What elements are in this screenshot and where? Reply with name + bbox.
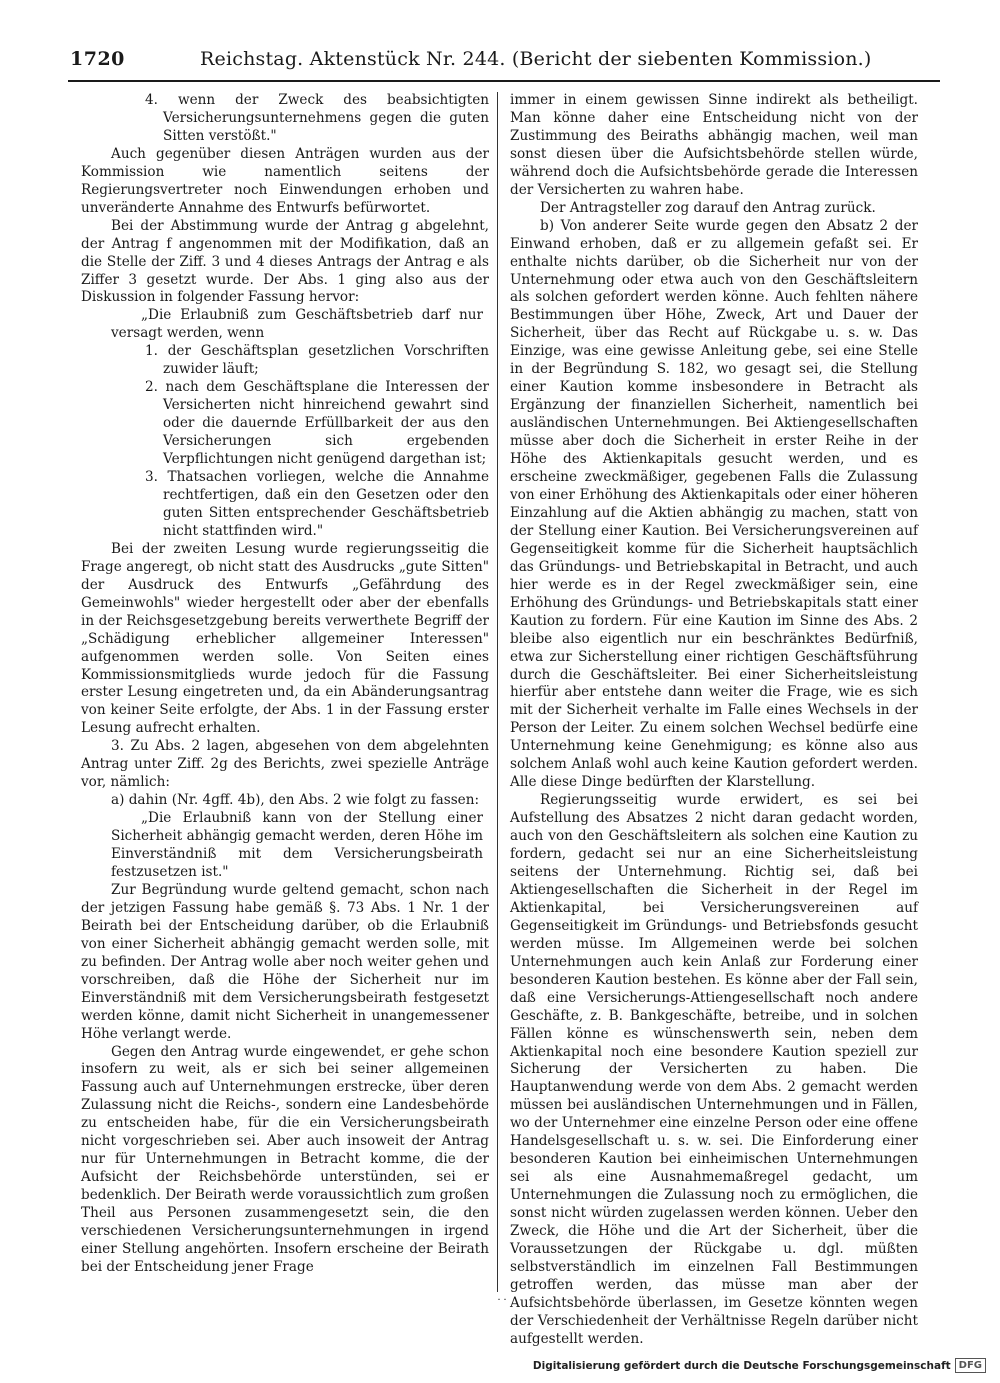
dfg-logo-icon: DFG bbox=[955, 1358, 986, 1373]
list-item: 2. nach dem Geschäftsplane die Interessen der Versicherten nicht hinreichend gewahrt sind oder die dauernde Erfüllbarkeit der aus den Versicherungen sich ergebenden Verpflichtungen nicht genügend dargethan ist; bbox=[145, 379, 489, 468]
paragraph: Regierungsseitig wurde erwidert, es sei bei Aufstellung des Absatzes 2 nicht daran gedacht worden, auch von den Geschäftsleitern als solchen eine Kaution zu fordern, gedacht sei nur an eine Sicherheitsleistung seitens der Unternehmung. Richtig sei, daß bei Aktiengesellschaften die Sicherheit in der Regel im Aktienkapital, bei Versicherungsvereinen auf Gegenseitigkeit im Gründungs- und Betriebsfonds gesucht werden müsse. Im Allgemeinen werde bei solchen Unternehmungen auch kein Anlaß zur Forderung einer besonderen Kaution bestehen. Es könne aber der Fall sein, daß eine Versicherungs-Attiengesellschaft noch andere Geschäfte, z. B. Bankgeschäfte, betreibe, und in solchen Fällen könne es wünschenswerth sein, neben dem Aktienkapital noch eine besondere Kaution speziell zur Sicherung der Versicherten zu haben. Die Hauptanwendung werde von dem Abs. 2 gemacht werden müssen bei ausländischen Unternehmungen und in Fällen, wo der Unternehmer eine einzelne Person oder eine offene Handelsgesellschaft u. s. w. sei. Die Einforderung einer besonderen Kaution bei einheimischen Unternehmungen sei als eine Ausnahmemaßregel gedacht, um Unternehmungen die Zulassung noch zu ermöglichen, die sonst nicht würden zugelassen werden können. Ueber den Zweck, die Höhe und die Art der Sicherheit, über die Voraussetzungen der Rückgabe u. dgl. müßten selbstverständlich im einzelnen Fall Bestimmungen getroffen werden, das müsse man aber der Aufsichtsbehörde überlassen, im Gesetze könnten wegen der Verschiedenheit der Verhältnisse Regeln darüber nicht aufgestellt werden. bbox=[510, 792, 918, 1347]
paragraph: Gegen den Antrag wurde eingewendet, er gehe schon insofern zu weit, als er sich bei seiner allgemeinen Fassung auch auf Unternehmungen erstrecke, über deren Zulassung nicht die Reichs-, sondern eine Landesbehörde zu entscheiden habe, für die ein Versicherungsbeirath nicht vorgeschrieben sei. Aber auch insoweit der Antrag nur für Unternehmungen in Betracht komme, die der Aufsicht der Reichsbehörde unterstünden, sei er bedenklich. Der Beirath werde voraussichtlich zum großen Theil aus Personen zusammengesetzt sein, die den verschiedenen Versicherungsunternehmungen in irgend einer Stellung angehörten. Insofern erscheine der Beirath bei der Entscheidung jener Frage bbox=[81, 1043, 489, 1275]
paragraph: immer in einem gewissen Sinne indirekt als betheiligt. Man könne daher eine Entscheidung nicht von der Zustimmung des Beiraths abhängig machen, weil man sonst diesen über die Aufsichtsbehörde stellen würde, während doch die Aufsichtsbehörde gerade die Interessen der Versicherten zu wahren habe. bbox=[510, 92, 918, 198]
right-column bbox=[510, 92, 918, 1347]
running-title: Reichstag. Aktenstück Nr. 244. (Bericht der siebenten Kommission.) bbox=[200, 48, 872, 70]
page-number: 1720 bbox=[70, 48, 125, 70]
footer bbox=[533, 1358, 986, 1373]
paragraph: Der Antragsteller zog darauf den Antrag zurück. bbox=[540, 199, 876, 216]
bottom-mark: ˙˙ bbox=[496, 1297, 508, 1311]
paragraph: b) Von anderer Seite wurde gegen den Absatz 2 der Einwand erhoben, daß er zu allgemein gefaßt sei. Er enthalte nichts darüber, ob die Sicherheit nur von der Unternehmung oder etwa auch von den Geschäftsleitern als solchen gefordert werden könne. Auch fehlten nähere Bestimmungen über Höhe, Zweck, Art und Dauer der Sicherheit, über das Recht auf Rückgabe u. s. w. Das Einzige, was eine gewisse Anleitung gebe, sei eine Stelle in der Begründung S. 182, wo gesagt sei, die Stellung einer Kaution komme insbesondere in Betracht als Ergänzung der finanziellen Sicherheit, namentlich bei ausländischen Unternehmungen. Bei Aktiengesellschaften müsse aber doch die Sicherheit in erster Reihe in der Höhe des Aktienkapitals gesucht werden, und es erscheine zweckmäßiger, gegebenen Falls die Zulassung von einer Erhöhung des Aktienkapitals oder einer höheren Einzahlung auf die Aktien abhängig zu machen, statt von der Stellung einer Kaution. Bei Versicherungsvereinen auf Gegenseitigkeit komme für die Sicherheit hauptsächlich das Gründungs- und Betriebskapital in Betracht, und auch hier werde es in der Regel zweckmäßiger sein, eine Erhöhung des Gründungs- und Betriebskapitals statt einer Kaution zu fordern. Für eine Kaution im Sinne des Abs. 2 bleibe also eigentlich nur ein beschränktes Bedürfniß, etwa zur Sicherstellung einer richtigen Geschäftsführung durch die Geschäftsleiter. Bei einer Sicherheitsleistung hierfür aber entstehe dann weiter die Frage, wie es sich mit der Sicherheit verhalte im Falle eines Wechsels in der Person der Leiter. Zu einem solchen Wechsel bedürfe eine Unternehmung keine Genehmigung; es könne also aus solchem Anlaß wohl auch keine Kaution gefordert werden. Alle diese Dinge bedürften der Klarstellung. bbox=[510, 217, 918, 791]
page-header bbox=[68, 46, 940, 82]
left-column bbox=[81, 92, 489, 1292]
list-item: 4. wenn der Zweck des beabsichtigten Versicherungsunternehmens gegen die guten Sitten verstößt." bbox=[145, 92, 489, 144]
paragraph: „Die Erlaubniß zum Geschäftsbetrieb darf nur versagt werden, wenn bbox=[111, 307, 483, 342]
paragraph: a) dahin (Nr. 4gff. 4b), den Abs. 2 wie folgt zu fassen: bbox=[111, 792, 480, 809]
list-item: 1. der Geschäftsplan gesetzlichen Vorschriften zuwider läuft; bbox=[145, 343, 489, 378]
paragraph: Auch gegenüber diesen Anträgen wurden aus der Kommission wie namentlich seitens der Regierungsvertreter noch Einwendungen erhoben und unveränderte Annahme des Entwurfs befürwortet. bbox=[81, 145, 489, 216]
paragraph: Bei der Abstimmung wurde der Antrag g abgelehnt, der Antrag f angenommen mit der Modifikation, daß an die Stelle der Ziff. 3 und 4 dieses Antrags der Antrag e als Ziffer 3 gesetzt wurde. Der Abs. 1 ging also aus der Diskussion in folgender Fassung hervor: bbox=[81, 217, 489, 306]
list-item: 3. Thatsachen vorliegen, welche die Annahme rechtfertigen, daß ein den Gesetzen oder den guten Sitten entsprechender Geschäftsbetrieb nicht stattfinden wird." bbox=[145, 469, 489, 539]
paragraph: „Die Erlaubniß kann von der Stellung einer Sicherheit abhängig gemacht werden, deren Höhe im Einverständniß mit dem Versicherungsbeirath festzusetzen ist." bbox=[111, 810, 483, 880]
paragraph: Zur Begründung wurde geltend gemacht, schon nach der jetzigen Fassung habe gemäß §. 73 Abs. 1 Nr. 1 der Beirath bei der Entscheidung darüber, ob die Erlaubniß von einer Sicherheit abhängig gemacht werden solle, mit zu befinden. Der Antrag wolle aber noch weiter gehen und vorschreiben, daß die Höhe der Sicherheit nur im Einverständniß mit dem Versicherungsbeirath festgesetzt werden könne, damit nicht Sicherheit in unangemessener Höhe verlangt werde. bbox=[81, 881, 489, 1042]
paragraph: 3. Zu Abs. 2 lagen, abgesehen von dem abgelehnten Antrag unter Ziff. 2g des Berichts, zwei spezielle Anträge vor, nämlich: bbox=[81, 738, 489, 791]
digitization-credit: Digitalisierung gefördert durch die Deutsche Forschungsgemeinschaft bbox=[532, 1359, 951, 1372]
column-divider bbox=[497, 92, 498, 1292]
paragraph: Bei der zweiten Lesung wurde regierungsseitig die Frage angeregt, ob nicht statt des Ausdrucks „gute Sitten" der Ausdruck des Entwurfs „Gefährdung des Gemeinwohls" wieder hergestellt oder aber der ebenfalls in der Reichsgesetzgebung bereits verwerthete Begriff der „Schädigung erheblicher allgemeiner Interessen" aufgenommen werden solle. Von Seiten eines Kommissionsmitglieds wurde jedoch für die Fassung erster Lesung eingetreten und, da ein Abänderungsantrag von keiner Seite erfolgte, der Abs. 1 in der Fassung erster Lesung aufrecht erhalten. bbox=[81, 540, 489, 737]
